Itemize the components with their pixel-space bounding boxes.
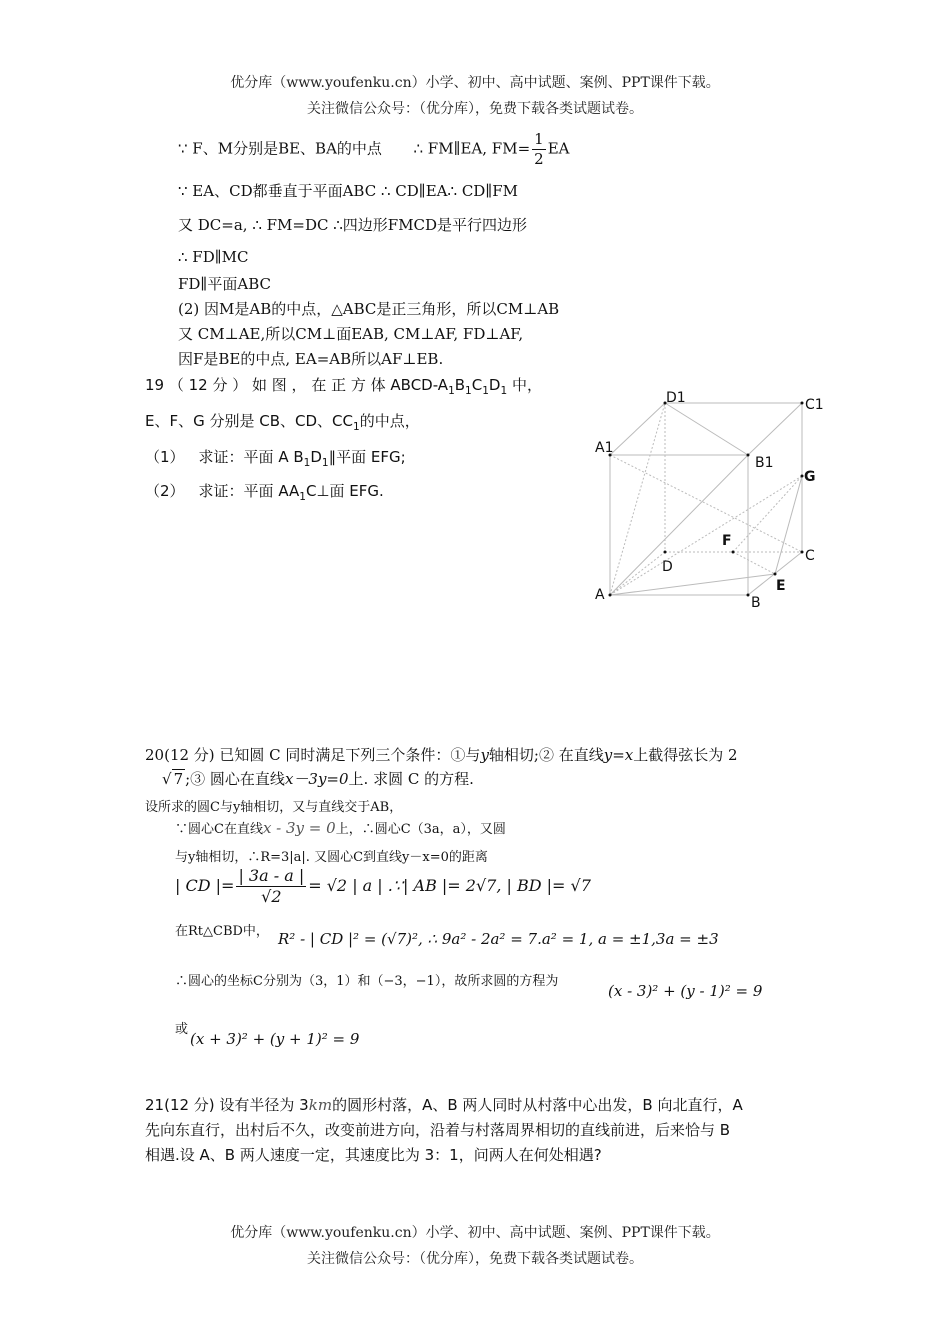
label-f: F <box>722 533 732 549</box>
q21-line-1: 21(12 分) 设有半径为 3km的圆形村落，A、B 两人同时从村落中心出发，B 向北直行，A <box>145 1096 743 1114</box>
line-eg <box>775 476 802 574</box>
q20-equation-2: (x + 3)² + (y + 1)² = 9 <box>190 1030 360 1048</box>
q20-solution-5a: 在Rt△CBD中， <box>175 924 269 939</box>
hidden-line-fe <box>733 552 775 574</box>
point-a <box>609 594 612 597</box>
q19-line-2: E、F、G 分别是 CB、CD、$CC_1$的中点， <box>145 412 420 433</box>
diag-d1b1 <box>665 403 748 455</box>
line-ae <box>610 574 775 595</box>
label-e: E <box>776 578 786 594</box>
edge-a1d1 <box>610 403 665 455</box>
q18-line-5: FD∥平面ABC <box>178 275 271 293</box>
cd-fraction: $\frac{| 3a - a |}{√2}$ <box>238 866 305 906</box>
q19-heading: 19 （ 12 分 ） 如 图 ， 在 正 方 体 ABCD-$A_1B_1C_1D_1$ 中， <box>145 376 542 397</box>
footer-line-1: 优分库（www.youfenku.cn）小学、初中、高中试题、案例、PPT课件下载。 <box>230 1225 720 1241</box>
point-b <box>747 594 750 597</box>
q18-line-1c: EA <box>547 139 570 158</box>
cube-figure <box>580 385 840 615</box>
label-c1: C1 <box>805 397 824 413</box>
label-a: A <box>595 587 605 603</box>
q18-line-1b: ∴ FM∥EA, FM= <box>413 139 531 158</box>
label-a1: A1 <box>595 440 614 456</box>
point-c1 <box>801 402 804 405</box>
q20-solution-2: ∵圆心C在直线x - 3y = 0上，∴圆心C（3a，a），又圆 <box>175 819 506 837</box>
q20-solution-4: | CD |= $\frac{| 3a - a |}{√2}$ = √2 | a | .∵| AB |= 2√7, | BD |= √7 <box>175 866 591 906</box>
q18-line-6: (2) 因M是AB的中点，△ABC是正三角形，所以CM⊥AB <box>178 300 560 318</box>
header-line-2: 关注微信公众号：（优分库），免费下载各类试题试卷。 <box>307 101 643 117</box>
q21-line-2: 先向东直行，出村后不久，改变前进方向，沿着与村落周界相切的直线前进，后来恰与 B <box>145 1121 731 1139</box>
q18-line-2: ∵ EA、CD都垂直于平面ABC ∴ CD∥EA∴ CD∥FM <box>178 182 519 200</box>
label-b1: B1 <box>755 455 774 471</box>
sqrt-7: √ 7 <box>162 770 184 788</box>
q20-solution-3: 与y轴相切，∴R=3|a|. 又圆心C到直线y－x=0的距离 <box>175 850 488 865</box>
label-d1: D1 <box>666 390 686 406</box>
q20-solution-7: 或 <box>175 1022 189 1037</box>
hidden-diag-ad1 <box>610 403 665 595</box>
header-line-1: 优分库（www.youfenku.cn）小学、初中、高中试题、案例、PPT课件下载。 <box>230 75 720 91</box>
q20-line-1: 20(12 分) 已知圆 C 同时满足下列三个条件：①与y轴相切;② 在直线y=x上截得弦长为 2 <box>145 746 738 764</box>
q20-solution-1: 设所求的圆C与y轴相切，又与直线交于AB， <box>145 800 403 815</box>
q18-line-4: ∴ FD∥MC <box>178 248 249 266</box>
point-f <box>732 551 735 554</box>
diag-ab1 <box>610 455 748 595</box>
cube-name: ABCD-$A_1B_1C_1D_1$ <box>390 376 508 397</box>
label-d: D <box>662 559 673 575</box>
half-fraction: $\frac{1}{2}$ <box>534 130 544 168</box>
label-g: G <box>804 469 816 485</box>
q18-line-1a: ∵ F、M分别是BE、BA的中点 <box>178 139 382 158</box>
q18-line-3: 又 DC=a, ∴ FM=DC ∴四边形FMCD是平行四边形 <box>178 216 528 234</box>
q20-solution-5b: R² - | CD |² = (√7)², ∴ 9a² - 2a² = 7.a² = 1, a = ±1,3a = ±3 <box>278 930 719 948</box>
edge-b1c1 <box>748 403 802 455</box>
q18-line-1 <box>178 132 570 167</box>
q20-solution-6: ∴圆心的坐标C分别为（3，1）和（−3，−1），故所求圆的方程为 <box>175 974 559 989</box>
q20-line-2: √ 7 ;③ 圆心在直线x－3y=0上. 求圆 C 的方程. <box>162 770 474 788</box>
q20-equation-1: (x - 3)² + (y - 1)² = 9 <box>608 982 763 1000</box>
q19-part-1: （1） 求证：平面 A $B_1D_1\parallel$平面 EFG; <box>145 448 406 469</box>
q18-line-8: 因F是BE的中点, EA=AB所以AF⊥EB. <box>178 350 444 368</box>
footer-line-2: 关注微信公众号：（优分库），免费下载各类试题试卷。 <box>307 1251 643 1267</box>
q18-line-7: 又 CM⊥AE,所以CM⊥面EAB, CM⊥AF, FD⊥AF, <box>178 325 524 343</box>
point-e <box>774 573 777 576</box>
label-b: B <box>751 595 761 611</box>
label-c: C <box>805 548 815 564</box>
q21-line-3: 相遇.设 A、B 两人速度一定，其速度比为 3：1，问两人在何处相遇? <box>145 1146 602 1164</box>
point-d <box>664 551 667 554</box>
q19-part-2: （2） 求证：平面 $AA_1C\perp$面 EFG. <box>145 482 384 503</box>
point-c <box>801 551 804 554</box>
point-b1 <box>747 454 750 457</box>
